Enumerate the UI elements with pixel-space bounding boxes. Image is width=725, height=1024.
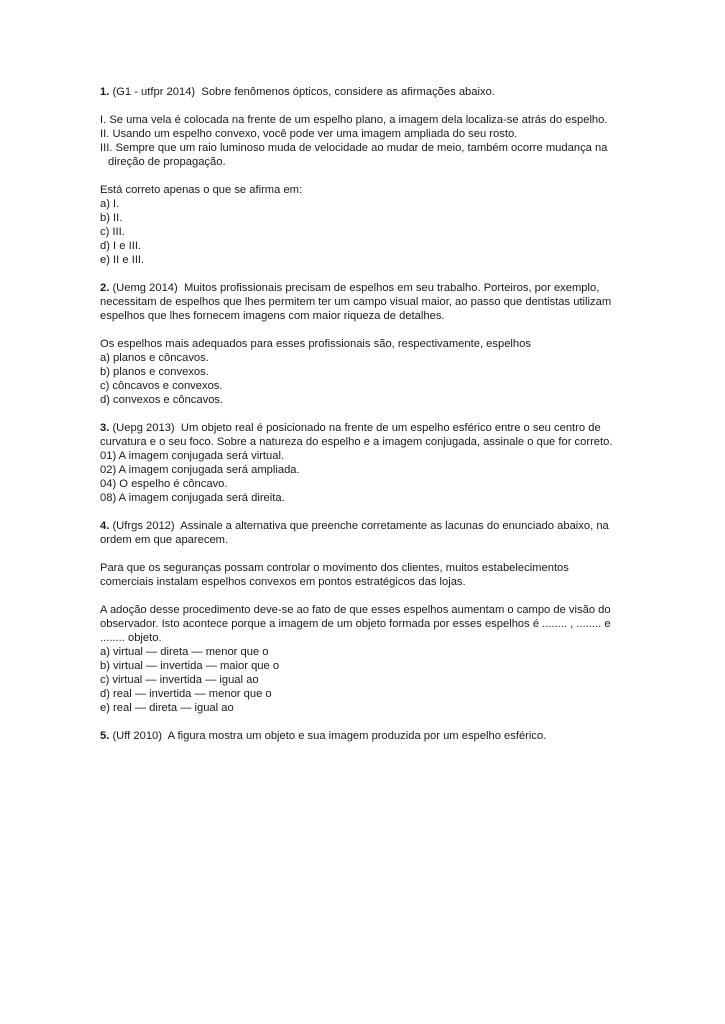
answer-option: a) virtual — direta — menor que o: [100, 646, 269, 658]
answer-options: [100, 449, 624, 505]
question-5: [100, 729, 624, 743]
roman-item: [100, 127, 624, 141]
question-number: 2.: [100, 282, 110, 294]
answer-option: b) II.: [100, 212, 123, 224]
statement-text: Sobre fenômenos ópticos, considere as afirmações abaixo.: [201, 86, 495, 98]
answer-option: e) real — direta — igual ao: [100, 702, 234, 714]
question-paragraph: [100, 183, 624, 197]
question-paragraph: [100, 603, 624, 645]
answer-option: d) convexos e côncavos.: [100, 394, 224, 406]
roman-item: [100, 141, 624, 169]
answer-option: 04) O espelho é côncavo.: [100, 478, 228, 490]
question-paragraph: [100, 337, 624, 351]
answer-option: 08) A imagem conjugada será direita.: [100, 492, 285, 504]
answer-option: d) real — invertida — menor que o: [100, 688, 272, 700]
question-2: [100, 281, 624, 407]
question-number: 5.: [100, 730, 110, 742]
question-source: (G1 - utfpr 2014): [112, 86, 196, 98]
question-statement: [100, 85, 624, 99]
statement-text: Muitos profissionais precisam de espelhos em seu trabalho. Porteiros, por exemplo, necessitam de espelhos que lhes permitem ter um campo visual maior, ao passo que dentistas utilizam espelhos que lhes fornecem imagens com maior riqueza de detalhes.: [100, 282, 615, 322]
statement-text: Assinale a alternativa que preenche corretamente as lacunas do enunciado abaixo, na ordem em que aparecem.: [100, 520, 612, 546]
answer-options: [100, 351, 624, 407]
answer-option: c) III.: [100, 226, 125, 238]
answer-option: c) virtual — invertida — igual ao: [100, 674, 259, 686]
question-statement: [100, 281, 624, 323]
question-1: [100, 85, 624, 267]
answer-option: a) planos e côncavos.: [100, 352, 209, 364]
roman-item-label: II.: [100, 128, 110, 140]
answer-option: a) I.: [100, 198, 120, 210]
answer-option: e) II e III.: [100, 254, 145, 266]
questions-container: [100, 85, 624, 743]
answer-option: 02) A imagem conjugada será ampliada.: [100, 464, 300, 476]
roman-item-text: Usando um espelho convexo, você pode ver uma imagem ampliada do seu rosto.: [112, 128, 518, 140]
answer-option: d) I e III.: [100, 240, 142, 252]
question-number: 1.: [100, 86, 110, 98]
roman-item-label: I.: [100, 114, 107, 126]
statement-text: A figura mostra um objeto e sua imagem produzida por um espelho esférico.: [167, 730, 547, 742]
question-3: [100, 421, 624, 505]
question-source: (Uepg 2013): [112, 422, 175, 434]
paragraph-text: A adoção desse procedimento deve-se ao fato de que esses espelhos aumentam o campo de visão do observador. Isto acontece porque a imagem de um objeto formada por esses espelhos é ........ , ........ e ........ objeto.: [100, 604, 614, 644]
paragraph-text: Está correto apenas o que se afirma em:: [100, 184, 303, 196]
question-statement: [100, 519, 624, 547]
question-number: 4.: [100, 520, 110, 532]
question-paragraph: [100, 561, 624, 589]
question-source: (Ufrgs 2012): [112, 520, 175, 532]
paragraph-text: Para que os seguranças possam controlar o movimento dos clientes, muitos estabelecimentos comerciais instalam espelhos convexos em pontos estratégicos das lojas.: [100, 562, 572, 588]
answer-option: b) virtual — invertida — maior que o: [100, 660, 280, 672]
answer-option: c) côncavos e convexos.: [100, 380, 223, 392]
question-4: [100, 519, 624, 715]
answer-option: b) planos e convexos.: [100, 366, 209, 378]
question-source: (Uff 2010): [112, 730, 162, 742]
answer-option: 01) A imagem conjugada será virtual.: [100, 450, 285, 462]
roman-items-list: [100, 113, 624, 169]
answer-options: [100, 197, 624, 267]
question-statement: [100, 421, 624, 449]
answer-options: [100, 645, 624, 715]
question-statement: [100, 729, 624, 743]
question-number: 3.: [100, 422, 110, 434]
roman-item-label: III.: [100, 142, 113, 154]
paragraph-text: Os espelhos mais adequados para esses profissionais são, respectivamente, espelhos: [100, 338, 531, 350]
statement-text: Um objeto real é posicionado na frente de um espelho esférico entre o seu centro de curvatura e o seu foco. Sobre a natureza do espelho e a imagem conjugada, assinale o que for correto.: [100, 422, 613, 448]
roman-item: [100, 113, 624, 127]
roman-item-text: Se uma vela é colocada na frente de um espelho plano, a imagem dela localiza-se atrás do espelho.: [109, 114, 608, 126]
question-source: (Uemg 2014): [112, 282, 178, 294]
roman-item-text: Sempre que um raio luminoso muda de velocidade ao mudar de meio, também ocorre mudança na direção de propagação.: [108, 142, 611, 168]
